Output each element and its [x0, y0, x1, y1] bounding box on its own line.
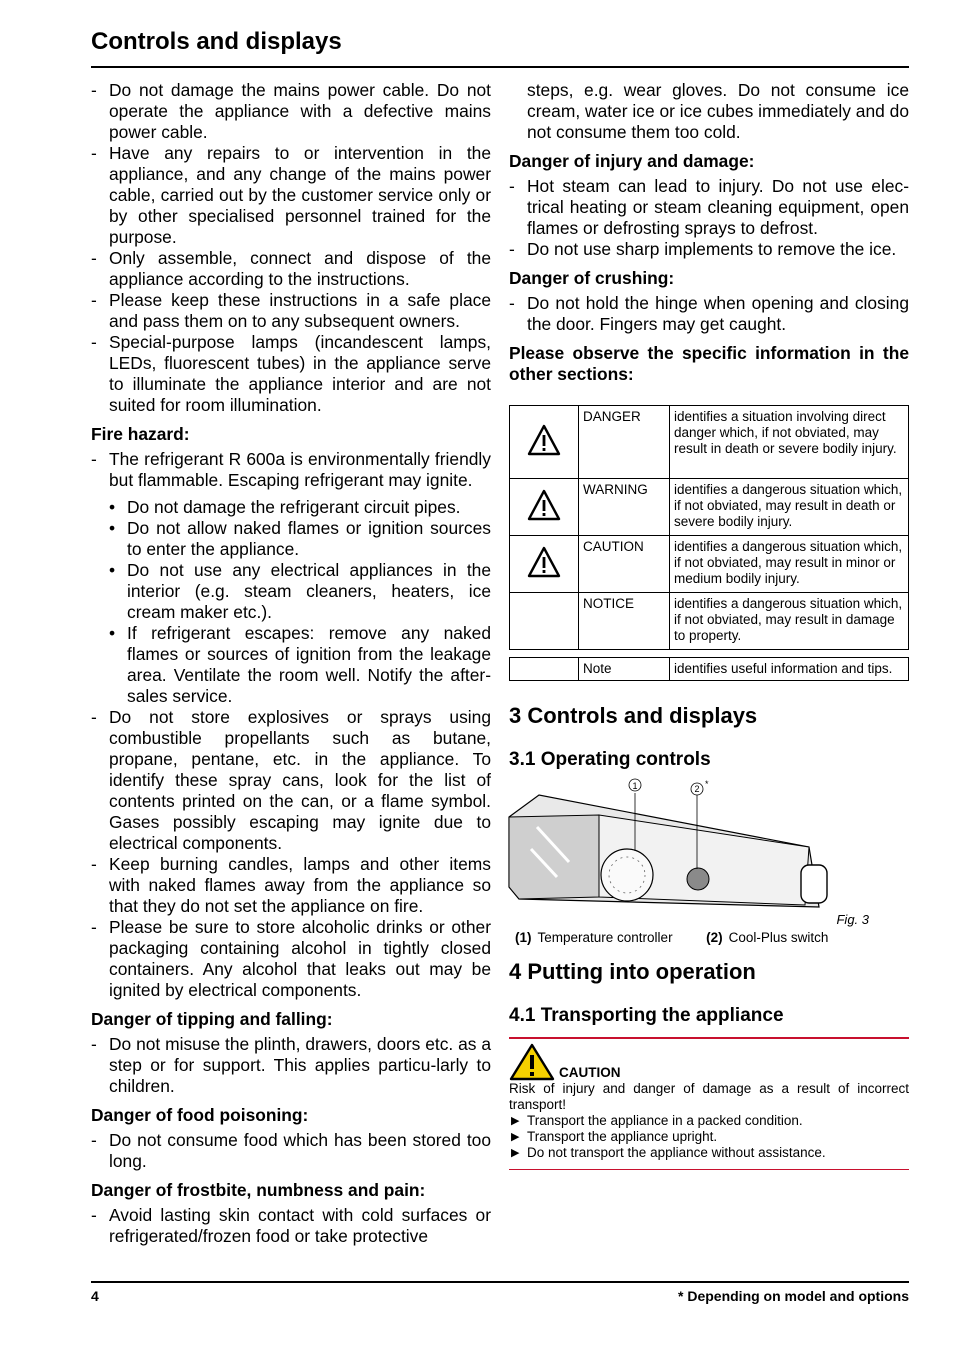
crushing-heading: Danger of crushing:	[509, 268, 675, 288]
table-row	[510, 593, 909, 650]
list-item: - The refrigerant R 600a is environmentally friendly but flammable. Escaping refrigerant may ignite.	[91, 449, 491, 490]
list-item: - Avoid lasting skin contact with cold surfaces or refrigerated/frozen food or take protective	[91, 1205, 491, 1246]
table-cell: identifies a dangerous situation which, if not obviated, may result in death or severe bodily injury.	[670, 479, 909, 536]
fire-bullet-list	[91, 497, 491, 707]
list-item: - Have any repairs to or intervention in the appliance, and any change of the mains power cable, carried out by the customer service only or by other specialised personnel trained for the purpose.	[91, 143, 491, 247]
page-number: 4	[91, 1288, 99, 1304]
section-4-title: 4 Putting into operation	[509, 959, 756, 984]
warning-triangle-icon	[527, 489, 561, 521]
table-cell: identifies a dangerous situation which, if not obviated, may result in damage to property.	[670, 593, 909, 650]
frostbite-continued: steps, e.g. wear gloves. Do not consume ice cream, water ice or ice cubes immediately and do not consume them too cold.	[527, 80, 909, 142]
arrow-right-icon: ▶	[511, 1115, 520, 1127]
table-cell: identifies a dangerous situation which, if not obviated, may result in minor or medium bodily injury.	[670, 536, 909, 593]
footer-divider	[91, 1281, 909, 1283]
table-cell	[510, 658, 579, 681]
table-row	[510, 536, 909, 593]
caution-title: CAUTION	[559, 1065, 621, 1080]
section-4-1-title: 4.1 Transporting the appliance	[509, 1005, 784, 1026]
list-item: - Special-purpose lamps (incandescent lamps, LEDs, fluorescent tubes) in the appliance serve to illuminate the appliance interior and are not suited for room illumination.	[91, 332, 491, 415]
bullet-item: • Do not use any electrical appliances in the interior (e.g. steam cleaners, heaters, ice cream maker etc.).	[109, 560, 491, 622]
caution-header	[509, 1043, 909, 1081]
cool-plus-switch-icon	[687, 868, 709, 890]
figure-caption	[515, 927, 828, 948]
list-item: ▶ Transport the appliance in a packed condition.	[511, 1113, 803, 1128]
warning-triangle-icon	[527, 424, 561, 456]
bullet-item: • If refrigerant escapes: remove any naked flames or sources of ignition from the leakage area. Ventilate the room well. Notify the after-sales service.	[109, 623, 491, 706]
tipping-heading: Danger of tipping and falling:	[91, 1009, 333, 1029]
table-cell	[510, 479, 579, 536]
left-column	[91, 80, 491, 1247]
table-row	[510, 406, 909, 479]
observe-note: Please observe the specific information in the other sections:	[509, 343, 909, 384]
arrow-right-icon: ▶	[511, 1131, 520, 1143]
arrow-right-icon: ▶	[511, 1147, 520, 1159]
table-row	[510, 479, 909, 536]
caption-1-number: (1)	[515, 930, 532, 945]
section-3-1-title: 3.1 Operating controls	[509, 749, 711, 770]
table-cell	[510, 593, 579, 650]
caption-1-text: Temperature controller	[537, 930, 673, 945]
list-item: - Keep burning candles, lamps and other items with naked flames away from the appliance so that they do not set the appliance on fire.	[91, 854, 491, 916]
bullet-item: • Do not allow naked flames or ignition sources to enter the appliance.	[109, 518, 491, 559]
list-item: - Do not misuse the plinth, drawers, doors etc. as a step or for support. This applies particu-larly to children.	[91, 1034, 491, 1096]
list-item: - Do not damage the mains power cable. Do not operate the appliance with a defective mains power cable.	[91, 80, 491, 142]
section-3-title: 3 Controls and displays	[509, 703, 758, 728]
bullet-item: • Do not damage the refrigerant circuit pipes.	[109, 497, 461, 517]
list-item: - Please be sure to store alcoholic drinks or other packaging containing alcohol in tightly closed containers. Any alcohol that leaks out may be ignited by electrical components.	[91, 917, 491, 1000]
table-cell: identifies useful information and tips.	[670, 658, 909, 681]
callout-asterisk: *	[705, 779, 709, 789]
list-item: - Please keep these instructions in a safe place and pass them on to any subsequent owners.	[91, 290, 491, 331]
food-poisoning-heading: Danger of food poisoning:	[91, 1105, 309, 1125]
table-cell: DANGER	[579, 406, 670, 479]
footer-note: * Depending on model and options	[678, 1288, 909, 1304]
list-item: - Hot steam can lead to injury. Do not use elec-trical heating or steam cleaning equipment, open flames or defrosting sprays to defrost.	[509, 176, 909, 238]
control-panel-illustration	[509, 779, 909, 927]
table-cell	[510, 406, 579, 479]
list-item: - Do not store explosives or sprays using combustible propellants such as butane, propane, pentane, etc. in the appliance. To identify these spray cans, look for the list of contents printed on the can, or a flame symbol. Gases possibly escaping may ignite due to electrical components.	[91, 707, 491, 853]
callout-2: 2	[694, 784, 700, 794]
frostbite-heading: Danger of frostbite, numbness and pain:	[91, 1180, 426, 1200]
list-item: ▶ Do not transport the appliance without assistance.	[511, 1145, 826, 1160]
caption-2-text: Cool-Plus switch	[728, 930, 829, 945]
caution-box	[509, 1037, 909, 1170]
list-item: - Do not hold the hinge when opening and closing the door. Fingers may get caught.	[509, 293, 909, 334]
injury-heading: Danger of injury and damage:	[509, 151, 755, 171]
figure-label: Fig. 3	[836, 912, 869, 927]
fire-hazard-heading: Fire hazard:	[91, 424, 190, 444]
table-cell: NOTICE	[579, 593, 670, 650]
title-divider	[91, 66, 909, 68]
signal-word-table	[509, 405, 909, 681]
caution-warning-icon	[509, 1043, 555, 1081]
page-title: Controls and displays	[91, 28, 342, 55]
table-cell	[510, 536, 579, 593]
caution-text: Risk of injury and danger of damage as a result of incorrect transport!	[509, 1081, 909, 1112]
caption-2-number: (2)	[706, 930, 723, 945]
list-item: - Only assemble, connect and dispose of the appliance according to the instructions.	[91, 248, 491, 289]
list-item: - Do not use sharp implements to remove the ice.	[509, 239, 897, 259]
callout-1: 1	[632, 781, 638, 791]
table-cell: Note	[579, 658, 670, 681]
table-cell: CAUTION	[579, 536, 670, 593]
figure-operating-controls	[509, 779, 909, 947]
table-cell: identifies a situation involving direct danger which, if not obviated, may result in death or severe bodily injury.	[670, 406, 909, 479]
right-column	[509, 80, 909, 1170]
table-cell: WARNING	[579, 479, 670, 536]
warning-triangle-icon	[527, 546, 561, 578]
table-row	[510, 658, 909, 681]
list-item: - Do not consume food which has been stored too long.	[91, 1130, 491, 1171]
list-item: ▶ Transport the appliance upright.	[511, 1129, 718, 1144]
